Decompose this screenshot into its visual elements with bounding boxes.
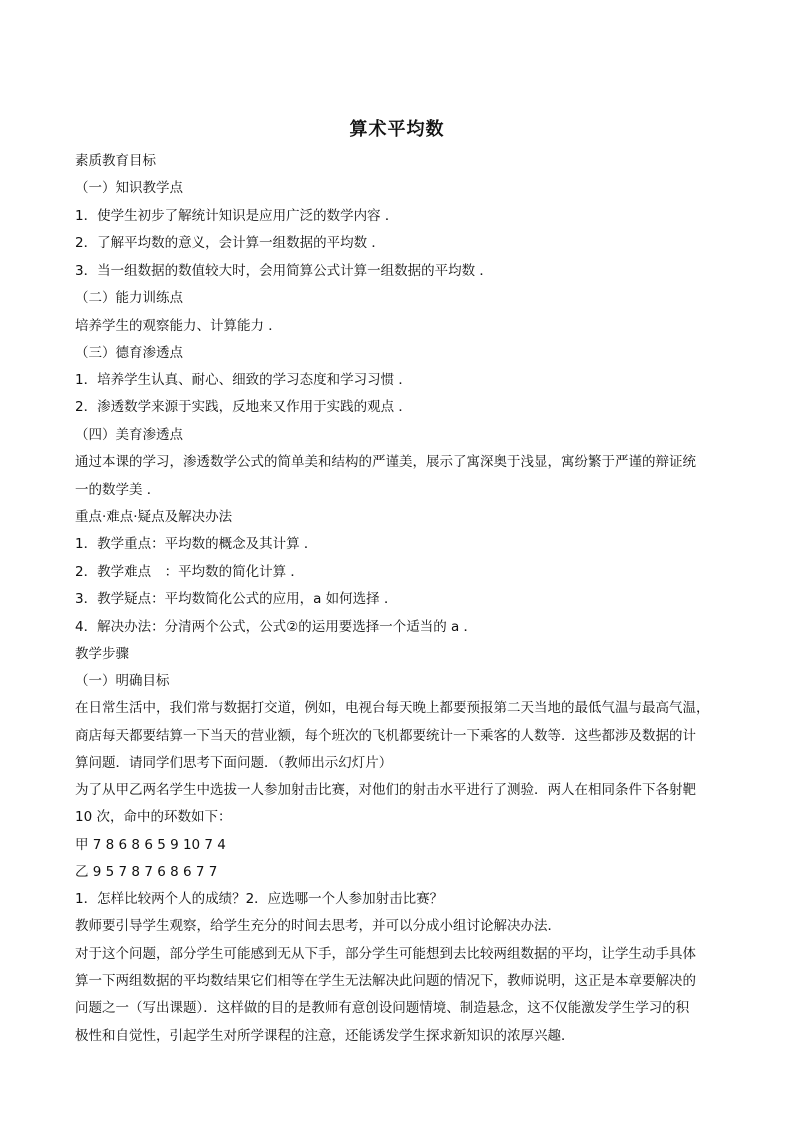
section-heading-quality-goals: 素质教育目标 <box>75 153 156 169</box>
section-heading-steps: 教学步骤 <box>75 646 129 662</box>
list-item: 1．培养学生认真、耐心、细致的学习态度和学习习惯 ． <box>75 372 412 388</box>
text-line: 对于这个问题，部分学生可能感到无从下手，部分学生可能想到去比较两组数据的平均，让学生动手具体 <box>75 946 696 962</box>
document-title: 算术平均数 <box>349 119 445 140</box>
score-row-jia: 甲 7 8 6 8 6 5 9 10 7 4 <box>75 837 226 853</box>
question-line: 1．怎样比较两个人的成绩？2．应选哪一个人参加射击比赛？ <box>75 891 444 907</box>
text-line: 10 次，命中的环数如下： <box>75 809 232 825</box>
list-item: 2．教学难点 ：平均数的简化计算 ． <box>75 564 304 580</box>
section-heading-key-points: 重点·难点·疑点及解决办法 <box>75 509 233 525</box>
text-line: 一的数学美 ． <box>75 482 161 498</box>
list-item: 1．教学重点：平均数的概念及其计算 ． <box>75 536 318 552</box>
text-line: 为了从甲乙两名学生中选拔一人参加射击比赛，对他们的射击水平进行了测验．两人在相同条件下各射靶 <box>75 782 696 798</box>
list-item: 1．使学生初步了解统计知识是应用广泛的数学内容 ． <box>75 208 399 224</box>
text-line: 商店每天都要结算一下当天的营业额，每个班次的飞机都要统计一下乘客的人数等．这些都涉及数据的计 <box>75 728 696 744</box>
text-line: 问题之一（写出课题）．这样做的目的是教师有意创设问题情境、制造悬念，这不仅能激发学生学习的积 <box>75 1000 690 1016</box>
list-item: 3．教学疑点：平均数简化公式的应用，a 如何选择 ． <box>75 591 398 607</box>
subsection-aesthetic: （四）美育渗透点 <box>75 427 183 443</box>
text-line: 算问题．请同学们思考下面问题．（教师出示幻灯片） <box>75 755 393 771</box>
subsection-knowledge: （一）知识教学点 <box>75 180 183 196</box>
text-line: 极性和自觉性，引起学生对所学课程的注意，还能诱发学生探求新知识的浓厚兴趣． <box>75 1028 575 1044</box>
list-item: 3．当一组数据的数值较大时，会用简算公式计算一组数据的平均数 ． <box>75 263 493 279</box>
subsection-clear-goals: （一）明确目标 <box>75 673 170 689</box>
text-line: 算一下两组数据的平均数结果它们相等在学生无法解决此问题的情况下，教师说明，这正是本章要解决的 <box>75 973 696 989</box>
text-line: 通过本课的学习，渗透数学公式的简单美和结构的严谨美，展示了寓深奥于浅显，寓纷繁于严谨的辩证统 <box>75 454 696 470</box>
subsection-ability: （二）能力训练点 <box>75 290 183 306</box>
text-line: 在日常生活中，我们常与数据打交道，例如，电视台每天晚上都要预报第二天当地的最低气温与最高气温， <box>75 700 710 716</box>
list-item: 4．解决办法：分清两个公式，公式②的运用要选择一个适当的 a ． <box>75 619 478 635</box>
list-item: 2．了解平均数的意义，会计算一组数据的平均数 ． <box>75 235 385 251</box>
score-row-yi: 乙 9 5 7 8 7 6 8 6 7 7 <box>75 864 218 880</box>
text-line: 培养学生的观察能力、计算能力 ． <box>75 318 282 334</box>
text-line: 教师要引导学生观察，给学生充分的时间去思考，并可以分成小组讨论解决办法． <box>75 918 561 934</box>
list-item: 2．渗透数学来源于实践，反地来又作用于实践的观点 ． <box>75 399 412 415</box>
subsection-moral: （三）德育渗透点 <box>75 345 183 361</box>
